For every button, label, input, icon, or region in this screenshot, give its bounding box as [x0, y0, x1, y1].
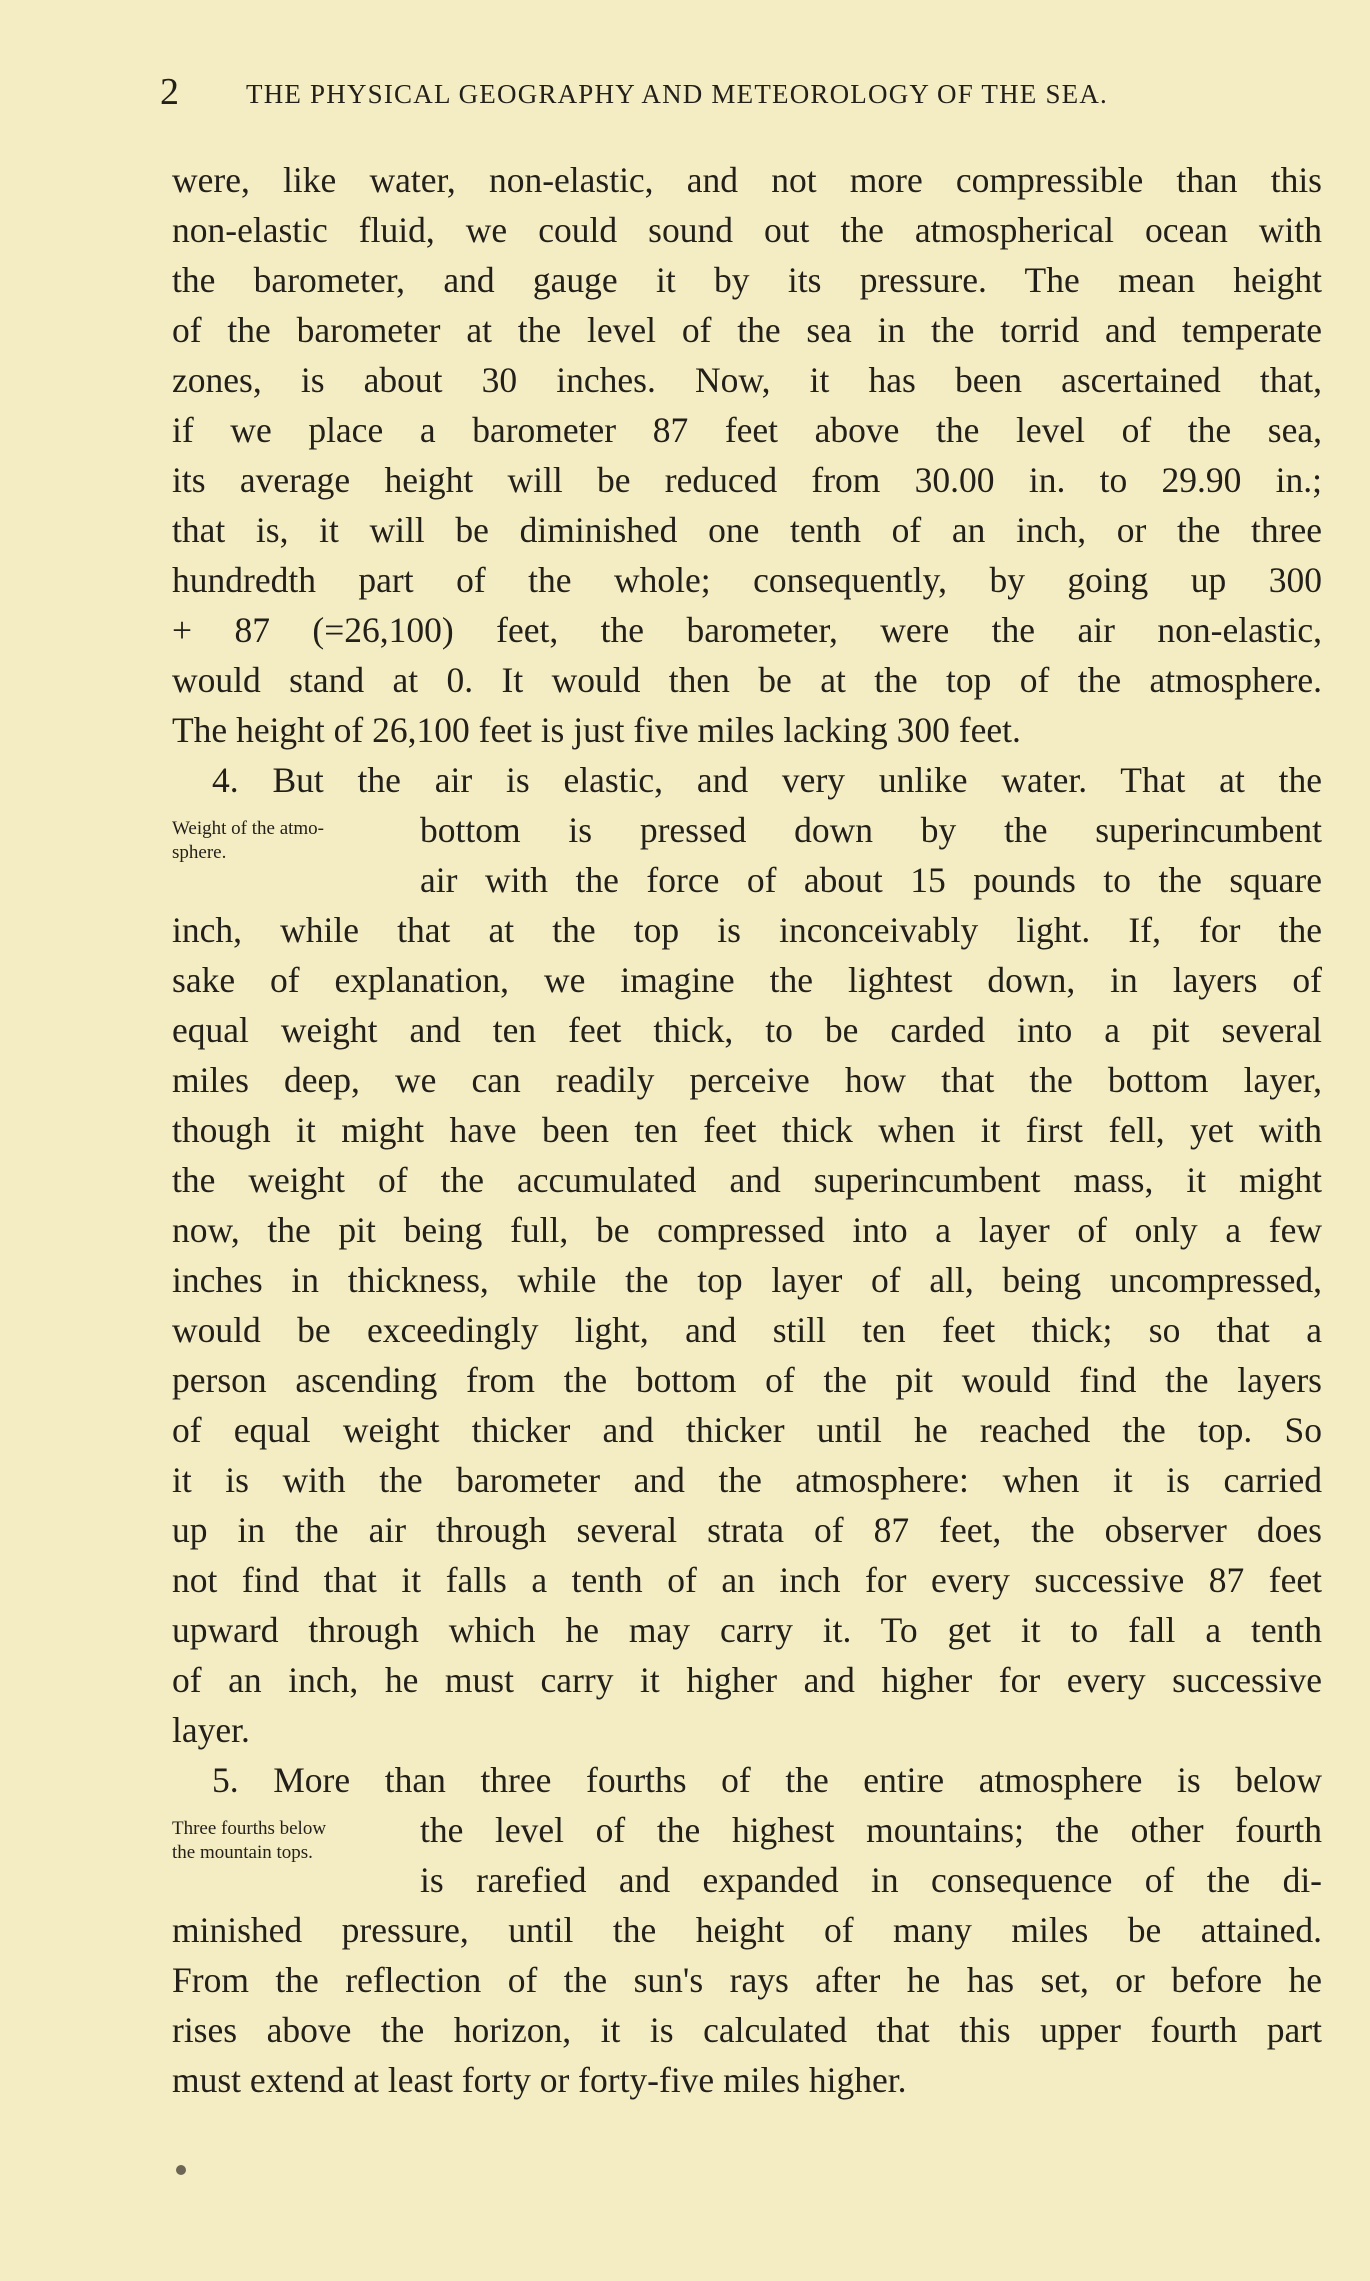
- text-line: layer.: [172, 1710, 250, 1750]
- text-line: rises above the horizon, it is calculated that this upper fourth part: [172, 2010, 1322, 2050]
- text-line: The height of 26,100 feet is just five miles lacking 300 feet.: [172, 710, 1021, 750]
- text-line: up in the air through several strata of 87 feet, the observer does: [172, 1510, 1322, 1550]
- text-line: equal weight and ten feet thick, to be carded into a pit several: [172, 1010, 1322, 1050]
- text-line: person ascending from the bottom of the pit would find the layers: [172, 1360, 1322, 1400]
- page-header: [160, 68, 1230, 116]
- sidenote-three-fourths-line2: the mountain tops.: [172, 1842, 313, 1863]
- page-number: 2: [160, 71, 179, 113]
- text-line: the barometer, and gauge it by its pressure. The mean height: [172, 260, 1322, 300]
- text-line: is rarefied and expanded in consequence of the di-: [420, 1860, 1322, 1900]
- text-line: if we place a barometer 87 feet above the level of the sea,: [172, 410, 1322, 450]
- text-line: not find that it falls a tenth of an inch for every successive 87 feet: [172, 1560, 1322, 1600]
- text-line: hundredth part of the whole; consequently, by going up 300: [172, 560, 1322, 600]
- text-line: inch, while that at the top is inconceivably light. If, for the: [172, 910, 1322, 950]
- text-line: of equal weight thicker and thicker until he reached the top. So: [172, 1410, 1322, 1450]
- text-line: From the reflection of the sun's rays after he has set, or before he: [172, 1960, 1322, 2000]
- text-line: non-elastic fluid, we could sound out the atmospherical ocean with: [172, 210, 1322, 250]
- text-line: air with the force of about 15 pounds to the square: [420, 860, 1322, 900]
- text-line: sake of explanation, we imagine the lightest down, in layers of: [172, 960, 1322, 1000]
- ink-spot: [176, 2165, 186, 2175]
- text-line: that is, it will be diminished one tenth of an inch, or the three: [172, 510, 1322, 550]
- sidenote-three-fourths-line1: Three fourths below: [172, 1818, 327, 1839]
- text-line: of the barometer at the level of the sea in the torrid and temperate: [172, 310, 1322, 350]
- text-line: were, like water, non-elastic, and not more compressible than this: [172, 160, 1322, 200]
- text-line: would stand at 0. It would then be at the top of the atmosphere.: [172, 660, 1322, 700]
- text-line: inches in thickness, while the top layer of all, being uncompressed,: [172, 1260, 1322, 1300]
- text-line: the weight of the accumulated and superincumbent mass, it might: [172, 1160, 1322, 1200]
- text-line: miles deep, we can readily perceive how that the bottom layer,: [172, 1060, 1322, 1100]
- text-line: zones, is about 30 inches. Now, it has been ascertained that,: [172, 360, 1322, 400]
- text-line: must extend at least forty or forty-five miles higher.: [172, 2060, 907, 2100]
- text-line: the level of the highest mountains; the other fourth: [420, 1810, 1322, 1850]
- text-line: would be exceedingly light, and still ten feet thick; so that a: [172, 1310, 1322, 1350]
- text-line: of an inch, he must carry it higher and higher for every successive: [172, 1660, 1322, 1700]
- sidenote-weight-line1: Weight of the atmo-: [172, 818, 325, 839]
- sidenote-weight-line2: sphere.: [172, 842, 227, 863]
- running-title: THE PHYSICAL GEOGRAPHY AND METEOROLOGY OF THE SEA.: [246, 79, 1109, 109]
- text-line: minished pressure, until the height of many miles be attained.: [172, 1910, 1322, 1950]
- paragraph-4-start: 4. But the air is elastic, and very unlike water. That at the: [212, 760, 1322, 800]
- text-line: bottom is pressed down by the superincumbent: [420, 810, 1322, 850]
- text-line: its average height will be reduced from 30.00 in. to 29.90 in.;: [172, 460, 1322, 500]
- text-line: + 87 (=26,100) feet, the barometer, were the air non-elastic,: [172, 610, 1322, 650]
- paragraph-5-start: 5. More than three fourths of the entire atmosphere is below: [212, 1760, 1322, 1800]
- text-line: though it might have been ten feet thick when it first fell, yet with: [172, 1110, 1322, 1150]
- text-line: now, the pit being full, be compressed into a layer of only a few: [172, 1210, 1322, 1250]
- text-line: it is with the barometer and the atmosphere: when it is carried: [172, 1460, 1322, 1500]
- text-line: upward through which he may carry it. To get it to fall a tenth: [172, 1610, 1322, 1650]
